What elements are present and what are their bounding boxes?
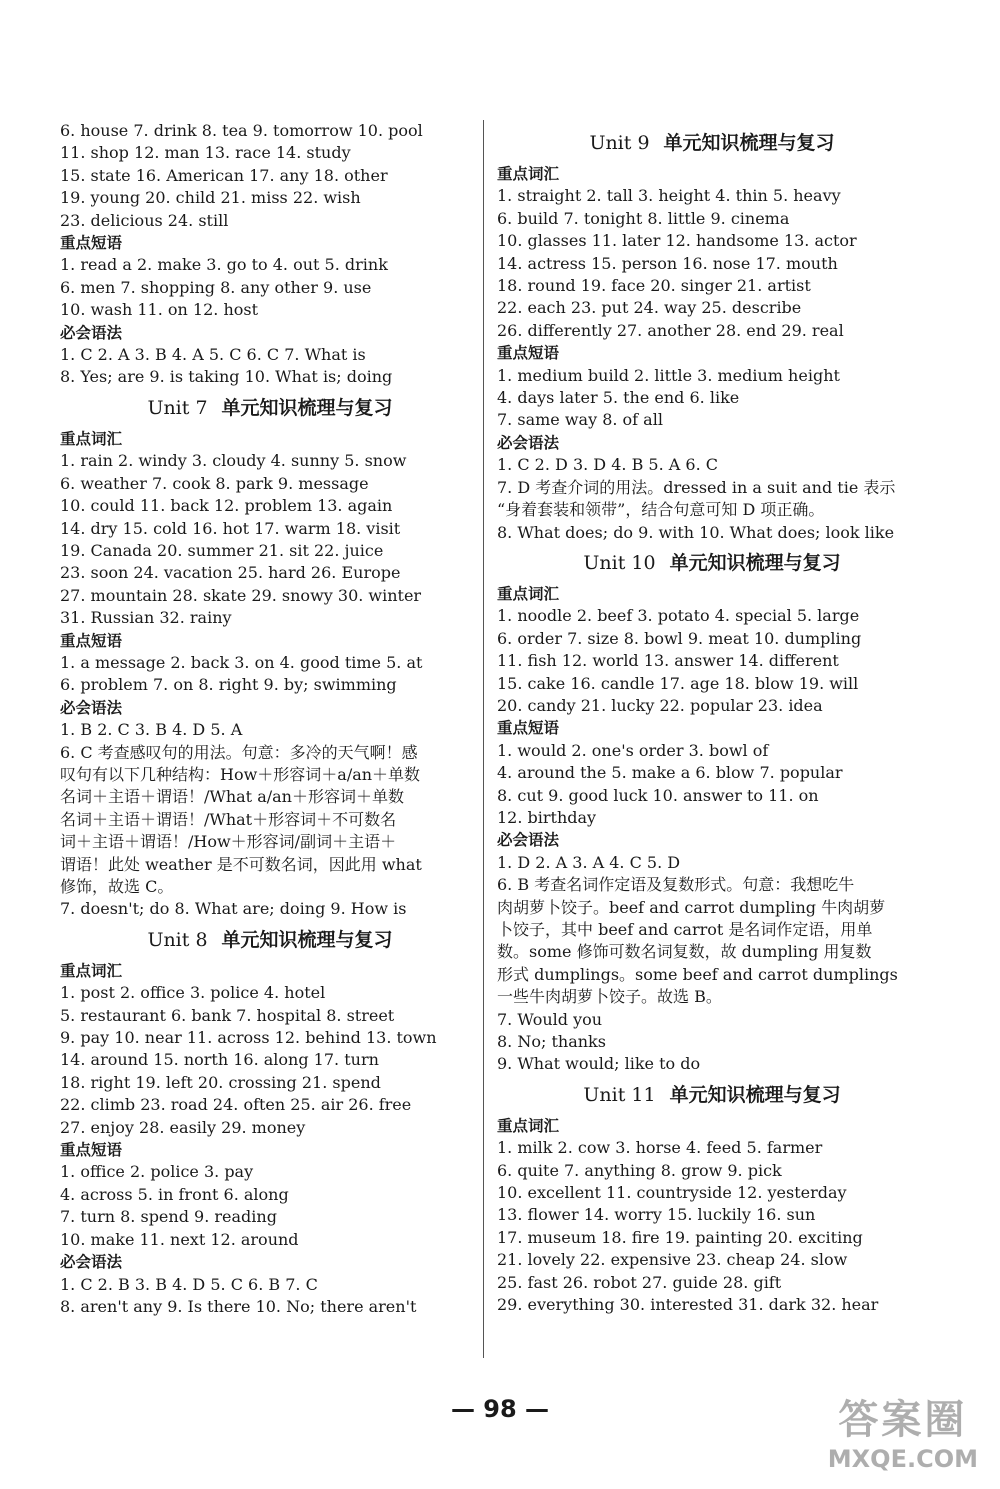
text-line: 词＋主语＋谓语！/How＋形容词/副词＋主语＋	[60, 832, 397, 852]
text-line: 23. delicious 24. still	[60, 210, 229, 230]
text-line: 6. men 7. shopping 8. any other 9. use	[60, 277, 372, 297]
unit9-title-cn: 单元知识梳理与复习	[663, 132, 835, 154]
text-line: 1. rain 2. windy 3. cloudy 4. sunny 5. snow	[60, 451, 407, 471]
unit7-title-cn: 单元知识梳理与复习	[221, 396, 393, 419]
text-line: 1. read a 2. make 3. go to 4. out 5. drink	[60, 255, 388, 275]
unit8-grammar-list	[60, 1274, 480, 1319]
text-line: 18. round 19. face 20. singer 21. artist	[497, 276, 811, 296]
text-line: 10. wash 11. on 12. host	[60, 300, 259, 320]
text-line: 12. birthday	[497, 807, 597, 827]
unit10-phrases-list	[497, 740, 927, 830]
unit7-vocab-list	[60, 450, 480, 629]
unit8-phrases-list	[60, 1161, 480, 1251]
text-line: 20. candy 21. lucky 22. popular 23. idea	[497, 695, 823, 715]
unit11-title-cn: 单元知识梳理与复习	[669, 1083, 841, 1106]
text-line: 15. state 16. American 17. any 18. other	[60, 165, 388, 185]
unit8-grammar-heading: 必会语法	[60, 1253, 123, 1272]
text-line: 名词＋主语＋谓语！/What＋形容词＋不可数名	[60, 809, 397, 829]
text-line: 1. post 2. office 3. police 4. hotel	[60, 983, 326, 1003]
intro-grammar-list	[60, 344, 480, 389]
text-line: 10. excellent 11. countryside 12. yesterday	[497, 1183, 847, 1203]
text-line: 15. cake 16. candle 17. age 18. blow 19. will	[497, 673, 859, 693]
intro-phrases-heading: 重点短语	[60, 234, 123, 253]
unit10-grammar-heading: 必会语法	[497, 831, 560, 850]
unit7-phrases-heading: 重点短语	[60, 631, 123, 650]
unit8-vocab-heading: 重点词汇	[60, 961, 123, 980]
text-line: 4. around the 5. make a 6. blow 7. popular	[497, 763, 843, 783]
text-line: 1. D 2. A 3. A 4. C 5. D	[497, 852, 681, 872]
text-line: 17. museum 18. fire 19. painting 20. exciting	[497, 1227, 863, 1247]
text-line: 14. actress 15. person 16. nose 17. mouth	[497, 253, 838, 273]
text-line: 7. turn 8. spend 9. reading	[60, 1207, 277, 1227]
text-line: 1. C 2. A 3. B 4. A 5. C 6. C 7. What is	[60, 345, 366, 365]
text-line: 14. dry 15. cold 16. hot 17. warm 18. visit	[60, 518, 401, 538]
text-line: 10. make 11. next 12. around	[60, 1229, 299, 1249]
text-line: 9. pay 10. near 11. across 12. behind 13. town	[60, 1028, 437, 1048]
watermark-text-en: MXQE.COM	[827, 1445, 978, 1473]
intro-phrases-list	[60, 254, 480, 321]
text-line: 数。some 修饰可数名词复数，故 dumpling 用复数	[497, 942, 872, 962]
text-line: 6. problem 7. on 8. right 9. by; swimming	[60, 675, 397, 695]
text-line: 7. doesn't; do 8. What are; doing 9. How is	[60, 899, 407, 919]
unit7-vocab-heading: 重点词汇	[60, 429, 123, 448]
text-line: 1. straight 2. tall 3. height 4. thin 5. heavy	[497, 186, 841, 206]
unit8-vocab-list	[60, 982, 480, 1139]
text-line: 一些牛肉胡萝卜饺子。故选 B。	[497, 987, 722, 1007]
text-line: 10. glasses 11. later 12. handsome 13. actor	[497, 231, 857, 251]
text-line: 1. B 2. C 3. B 4. D 5. A	[60, 720, 243, 740]
text-line: 27. mountain 28. skate 29. snowy 30. winter	[60, 585, 422, 605]
text-line: 13. flower 14. worry 15. luckily 16. sun	[497, 1205, 816, 1225]
text-line: 6. order 7. size 8. bowl 9. meat 10. dumpling	[497, 628, 862, 648]
unit9-phrases-list	[497, 365, 927, 432]
unit7-label: Unit 7	[147, 396, 208, 419]
text-line: 4. across 5. in front 6. along	[60, 1184, 289, 1204]
text-line: 1. milk 2. cow 3. horse 4. feed 5. farmer	[497, 1138, 823, 1158]
page-number: — 98 —	[450, 1395, 550, 1423]
unit10-section	[497, 550, 927, 1076]
unit10-label: Unit 10	[583, 551, 656, 574]
text-line: 1. noodle 2. beef 3. potato 4. special 5. large	[497, 606, 860, 626]
text-line: 7. Would you	[497, 1009, 603, 1029]
unit11-vocab-heading: 重点词汇	[497, 1116, 560, 1135]
unit7-section	[60, 395, 480, 921]
text-line: 18. right 19. left 20. crossing 21. spend	[60, 1072, 381, 1092]
unit11-vocab-list	[497, 1137, 927, 1316]
right-column	[497, 120, 927, 1317]
text-line: 11. fish 12. world 13. answer 14. different	[497, 651, 839, 671]
unit9-section	[497, 130, 927, 544]
text-line: 10. could 11. back 12. problem 13. again	[60, 496, 393, 516]
unit9-title	[497, 130, 927, 156]
text-line: 谓语！此处 weather 是不可数名词，因此用 what	[60, 854, 422, 874]
unit7-grammar-heading: 必会语法	[60, 698, 123, 717]
text-line: 7. D 考查介词的用法。dressed in a suit and tie 表示	[497, 477, 896, 497]
text-line: 6. weather 7. cook 8. park 9. message	[60, 473, 369, 493]
text-line: 8. No; thanks	[497, 1032, 606, 1052]
unit9-grammar-list	[497, 454, 927, 544]
text-line: 23. soon 24. vacation 25. hard 26. Europe	[60, 563, 401, 583]
text-line: 4. days later 5. the end 6. like	[497, 388, 740, 408]
unit8-phrases-heading: 重点短语	[60, 1141, 123, 1160]
watermark-text-cn: 答案圈	[838, 1397, 968, 1443]
text-line: 形式 dumplings。some beef and carrot dumplings	[497, 964, 898, 984]
unit11-title	[497, 1082, 927, 1108]
unit9-vocab-list	[497, 185, 927, 342]
unit10-grammar-list	[497, 852, 927, 1076]
text-line: 1. office 2. police 3. pay	[60, 1162, 254, 1182]
text-line: 6. B 考查名词作定语及复数形式。句意：我想吃牛	[497, 875, 855, 895]
text-line: 1. medium build 2. little 3. medium height	[497, 365, 840, 385]
text-line: 25. fast 26. robot 27. guide 28. gift	[497, 1272, 782, 1292]
text-line: “身着套装和领带”，结合句意可知 D 项正确。	[497, 500, 825, 520]
text-line: 9. What would; like to do	[497, 1054, 701, 1074]
text-line: 1. would 2. one's order 3. bowl of	[497, 740, 769, 760]
intro-vocab-list	[60, 120, 480, 232]
unit7-title	[60, 395, 480, 421]
unit7-phrases-list	[60, 652, 480, 697]
text-line: 8. Yes; are 9. is taking 10. What is; doing	[60, 367, 393, 387]
unit10-vocab-list	[497, 605, 927, 717]
text-line: 14. around 15. north 16. along 17. turn	[60, 1050, 379, 1070]
text-line: 1. C 2. D 3. D 4. B 5. A 6. C	[497, 455, 718, 475]
intro-grammar-heading: 必会语法	[60, 323, 123, 342]
text-line: 21. lovely 22. expensive 23. cheap 24. slow	[497, 1250, 848, 1270]
column-divider	[483, 120, 484, 1358]
text-line: 6. house 7. drink 8. tea 9. tomorrow 10. pool	[60, 121, 423, 140]
unit10-vocab-heading: 重点词汇	[497, 584, 560, 603]
text-line: 11. shop 12. man 13. race 14. study	[60, 143, 351, 163]
unit8-title	[60, 927, 480, 953]
watermark-logo	[828, 1388, 978, 1473]
text-line: 22. climb 23. road 24. often 25. air 26. free	[60, 1095, 412, 1115]
unit9-vocab-heading: 重点词汇	[497, 165, 560, 183]
unit11-section	[497, 1082, 927, 1317]
unit10-title-cn: 单元知识梳理与复习	[669, 551, 841, 574]
text-line: 19. Canada 20. summer 21. sit 22. juice	[60, 540, 384, 560]
text-line: 名词＋主语＋谓语！/What a/an＋形容词＋单数	[60, 787, 404, 807]
text-line: 19. young 20. child 21. miss 22. wish	[60, 188, 361, 208]
text-line: 7. same way 8. of all	[497, 410, 663, 430]
text-line: 5. restaurant 6. bank 7. hospital 8. street	[60, 1005, 395, 1025]
unit8-section	[60, 927, 480, 1319]
unit9-phrases-heading: 重点短语	[497, 344, 560, 363]
text-line: 1. a message 2. back 3. on 4. good time 5. at	[60, 652, 423, 672]
text-line: 肉胡萝卜饺子。beef and carrot dumpling 牛肉胡萝	[497, 897, 886, 917]
text-line: 6. quite 7. anything 8. grow 9. pick	[497, 1160, 782, 1180]
text-line: 6. C 考查感叹句的用法。句意：多冷的天气啊！感	[60, 742, 418, 762]
unit9-label: Unit 9	[589, 132, 650, 154]
text-line: 8. aren't any 9. Is there 10. No; there aren't	[60, 1296, 417, 1316]
text-line: 8. What does; do 9. with 10. What does; look like	[497, 522, 895, 542]
text-line: 卜饺子，其中 beef and carrot 是名词作定语，用单	[497, 920, 873, 939]
unit8-label: Unit 8	[147, 928, 208, 951]
text-line: 8. cut 9. good luck 10. answer to 11. on	[497, 785, 819, 805]
unit11-label: Unit 11	[583, 1083, 656, 1106]
unit10-title	[497, 550, 927, 576]
text-line: 29. everything 30. interested 31. dark 32. hear	[497, 1295, 879, 1315]
text-line: 6. build 7. tonight 8. little 9. cinema	[497, 208, 790, 228]
text-line: 31. Russian 32. rainy	[60, 608, 232, 628]
text-line: 1. C 2. B 3. B 4. D 5. C 6. B 7. C	[60, 1274, 318, 1294]
unit7-grammar-list	[60, 719, 480, 921]
left-column	[60, 120, 480, 1318]
text-line: 修饰，故选 C。	[60, 877, 174, 896]
text-line: 叹句有以下几种结构：How＋形容词＋a/an＋单数	[60, 764, 421, 784]
unit8-title-cn: 单元知识梳理与复习	[221, 928, 393, 951]
text-line: 27. enjoy 28. easily 29. money	[60, 1117, 306, 1137]
unit10-phrases-heading: 重点短语	[497, 719, 560, 738]
text-line: 22. each 23. put 24. way 25. describe	[497, 298, 802, 318]
unit9-grammar-heading: 必会语法	[497, 433, 560, 452]
text-line: 26. differently 27. another 28. end 29. real	[497, 320, 844, 340]
